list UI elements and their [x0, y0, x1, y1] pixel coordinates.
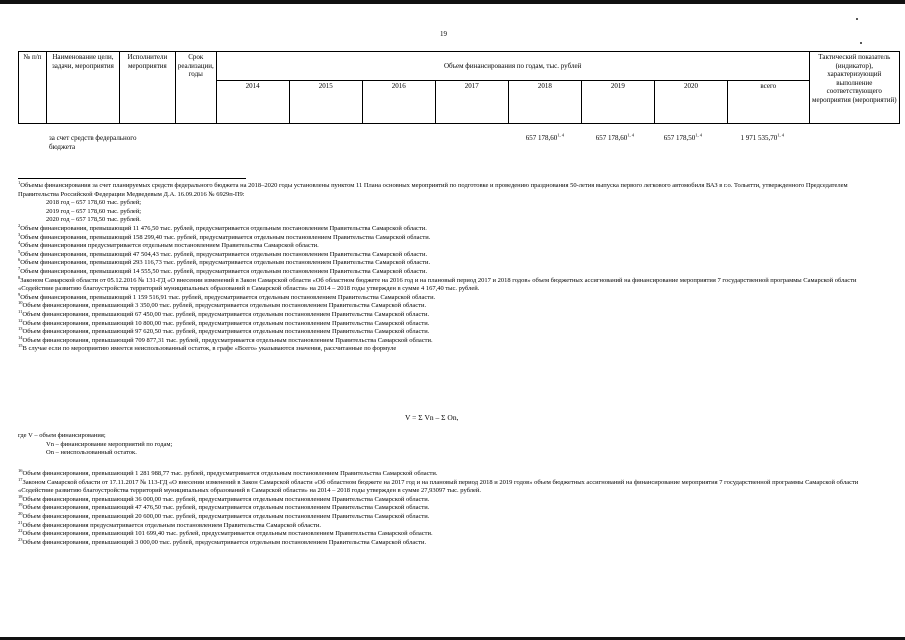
- footnote: [18, 432, 880, 441]
- value-2020: 657 178,50$^{1, 4}$: [663, 132, 702, 142]
- footnote: [18, 467, 880, 482]
- footnote-text: Объем финансирования, превышающий 67 450,00 тыс. рублей, предусматривается отдельным постановлением Правительства Самарской области.: [22, 310, 430, 318]
- row-name: за счет средств федерального бюджета: [49, 134, 137, 151]
- footnote-number: 15: [18, 343, 23, 349]
- footnote-number: 12: [18, 317, 23, 323]
- footnote-number: 11: [18, 308, 23, 314]
- footnote: [18, 317, 880, 329]
- footnote: [18, 345, 880, 354]
- year-header: 2016: [362, 81, 435, 124]
- header-no: № п/п: [19, 52, 47, 124]
- footnote-number: 22: [18, 528, 23, 533]
- footnote-number: 5: [18, 248, 21, 254]
- footnote-number: 1: [18, 179, 21, 185]
- formula-legend: [18, 432, 880, 458]
- footnote-number: 6: [18, 257, 21, 263]
- footnote-number: 14: [18, 334, 23, 340]
- footnote-text: где V – объем финансирования;: [18, 432, 106, 439]
- footnote: [18, 441, 880, 450]
- header-term: Срок реализации, годы: [175, 52, 216, 124]
- year-header: 2018: [508, 81, 581, 124]
- footnote-text: Объем финансирования, превышающий 20 600,00 тыс. рублей, предусматривается отдельным постановлением Правительства Самарской области.: [22, 512, 430, 520]
- year-header: 2020: [654, 81, 727, 124]
- footnote: [18, 530, 880, 539]
- footnote-number: 18: [18, 493, 23, 499]
- footnote-text: Объемы финансирования за счет планируемых средств федерального бюджета на 2018–2020 годы установлены пунктом 11 Плана основных мероприятий по подготовке и проведению празднования 50-летия выпуска первого легкового автомобиля ВАЗ в г.о. Тольятти, утвержденного Председателем Правительства Российской Федерации Медведевым Д.А. 16.09.2016 № 6929п-П9:: [18, 182, 848, 198]
- top-border: [0, 0, 905, 4]
- footnote: [18, 274, 880, 294]
- footnote-number: 8: [18, 274, 21, 280]
- footnotes-block: [18, 179, 880, 354]
- footnote-text: Объем финансирования, превышающий 709 877,31 тыс. рублей, предусматривается отдельным постановлением Правительства Самарской области.: [22, 336, 433, 344]
- footnote-text: Законом Самарской области от 17.11.2017 № 113-ГД «О внесении изменений в Закон Самарской области «Об областном бюджете на 2017 год и на плановый период 2018 и 2019 годов» объем бюджетных ассигнований на финансирование мероприятия 7 государственной программы Самарской области «Содействие развитию благоустройства территорий муниципальных образований в Самарской области» на 2014 – 2018 годы утвержден в сумме 27,93097 тыс. рублей.: [18, 478, 859, 495]
- footnote: [18, 519, 880, 531]
- footnote-number: 7: [18, 265, 21, 271]
- footnote-text: Законом Самарской области от 05.12.2016 № 131-ГД «О внесении изменений в Закон Самарской области «Об областном бюджете на 2016 год и на плановый период 2017 и 2018 годов» объем бюджетных ассигнований на финансирование мероприятия 7 государственной программы Самарской области «Содействие развитию благоустройства территорий муниципальных образований в Самарской области» на 2014 – 2018 годы утвержден в сумме 4 167,40 тыс. рублей.: [18, 276, 857, 293]
- footnote: [18, 302, 880, 311]
- footnote-text: 2019 год – 657 178,60 тыс. рублей;: [46, 207, 142, 215]
- footnote-number: 10: [18, 300, 23, 306]
- footnote-text: Объем финансирования, превышающий 47 476,50 тыс. рублей, предусматривается отдельным постановлением Правительства Самарской области.: [22, 504, 430, 512]
- footnote-text: Объем финансирования предусматривается отдельным постановлением Правительства Самарской области.: [20, 242, 319, 250]
- footnote-number: 21: [18, 519, 23, 525]
- footnote: [18, 259, 880, 268]
- footnote-text: Объем финансирования, превышающий 10 800,00 тыс. рублей, предусматривается отдельным постановлением Правительства Самарской области.: [22, 319, 430, 327]
- footnote-text: Объем финансирования предусматривается отдельным постановлением Правительства Самарской области.: [22, 521, 322, 529]
- footnote: [18, 325, 880, 337]
- footnote: [18, 208, 880, 217]
- footnote-text: On – неиспользованный остаток.: [46, 449, 137, 457]
- year-header: 2014: [216, 81, 289, 124]
- footnote-text: Объем финансирования, превышающий 14 555,50 тыс. рублей, предусматривается отдельным постановлением Правительства Самарской области.: [20, 267, 428, 275]
- footnote: [18, 231, 880, 243]
- footnote-text: Объем финансирования, превышающий 293 116,73 тыс. рублей, предусматривается отдельным постановлением Правительства Самарской области.: [20, 259, 431, 267]
- year-header: 2017: [435, 81, 508, 124]
- footnote-number: 17: [18, 476, 23, 482]
- footnote-text: В случае если по мероприятию имеется неиспользованный остаток, в графе «Всего» указываются значения, рассчитанные по формуле: [22, 345, 397, 353]
- footnote-text: Объем финансирования, превышающий 11 476,50 тыс. рублей, предусматривается отдельным постановлением Правительства Самарской области.: [20, 224, 427, 232]
- footnote-number: 4: [18, 240, 21, 245]
- footnote-number: 13: [18, 325, 23, 331]
- footnote: [18, 504, 880, 513]
- footnote-number: 23: [18, 536, 23, 542]
- footnote-text: Объем финансирования, превышающий 47 504,43 тыс. рублей, предусматривается отдельным постановлением Правительства Самарской области.: [20, 250, 428, 258]
- footnote: [18, 449, 880, 458]
- value-2018: 657 178,60$^{1, 4}$: [525, 132, 564, 142]
- footnote: [18, 476, 880, 496]
- scan-speck: [856, 18, 858, 20]
- footnote: [18, 536, 880, 548]
- header-funding: Объем финансирования по годам, тыс. рублей: [216, 52, 809, 81]
- scan-speck: [860, 42, 862, 44]
- header-executor: Исполнители мероприятия: [119, 52, 175, 124]
- funding-table: [18, 51, 900, 124]
- footnote-number: 3: [18, 231, 21, 237]
- footnote: [18, 216, 880, 225]
- footnote-number: 9: [18, 291, 21, 297]
- footnote-text: Vn – финансирование мероприятий по годам;: [46, 440, 173, 448]
- header-name: Наименование цели, задачи, мероприятия: [46, 52, 119, 124]
- header-indicator: Тактический показатель (индикатор), характеризующий выполнение соответствующего мероприятия (мероприятий): [809, 52, 899, 124]
- footnote: [18, 199, 880, 208]
- year-header: всего: [727, 81, 809, 124]
- year-header: 2019: [581, 81, 654, 124]
- footnote-text: Объем финансирования, превышающий 1 159 516,91 тыс. рублей, предусматривается отдельным постановлением Правительства Самарской области.: [20, 293, 436, 301]
- footnote-text: Объем финансирования, превышающий 97 620,50 тыс. рублей, предусматривается отдельным постановлением Правительства Самарской области.: [22, 328, 430, 336]
- footnote-text: Объем финансирования, превышающий 158 299,40 тыс. рублей, предусматривается отдельным постановлением Правительства Самарской области.: [20, 233, 431, 241]
- footnote-number: 16: [18, 467, 23, 473]
- formula: V = Σ Vn – Σ On,: [405, 413, 459, 422]
- page-number: 19: [440, 30, 447, 38]
- footnote-text: Объем финансирования, превышающий 101 699,40 тыс. рублей, предусматривается отдельным постановлением Правительства Самарской области.: [22, 530, 433, 538]
- footnote: [18, 179, 880, 199]
- footnote-number: 19: [18, 502, 23, 508]
- footnote-number: 20: [18, 510, 23, 516]
- footnote-text: 2018 год – 657 178,60 тыс. рублей;: [46, 199, 142, 207]
- value-2019: 657 178,60$^{1, 4}$: [595, 132, 634, 142]
- footnotes-block-2: [18, 467, 880, 547]
- value-total: 1 971 535,70$^{1, 4}$: [740, 132, 784, 142]
- footnote-text: Объем финансирования, превышающий 36 000,00 тыс. рублей, предусматривается отдельным постановлением Правительства Самарской области.: [22, 495, 430, 503]
- footnote-text: Объем финансирования, превышающий 1 281 988,77 тыс. рублей, предусматривается отдельным постановлением Правительства Самарской области.: [22, 470, 438, 477]
- footnote: [18, 242, 880, 251]
- footnote-text: Объем финансирования, превышающий 3 000,00 тыс. рублей, предусматривается отдельным постановлением Правительства Самарской области.: [22, 538, 427, 546]
- year-header: 2015: [289, 81, 362, 124]
- footnote-text: 2020 год – 657 178,50 тыс. рублей.: [46, 216, 141, 224]
- footnote-number: 2: [18, 222, 21, 228]
- footnote-text: Объем финансирования, превышающий 3 350,00 тыс. рублей, предусматривается отдельным постановлением Правительства Самарской области.: [22, 302, 427, 310]
- footnote: [18, 265, 880, 280]
- footnote-separator: [18, 178, 246, 179]
